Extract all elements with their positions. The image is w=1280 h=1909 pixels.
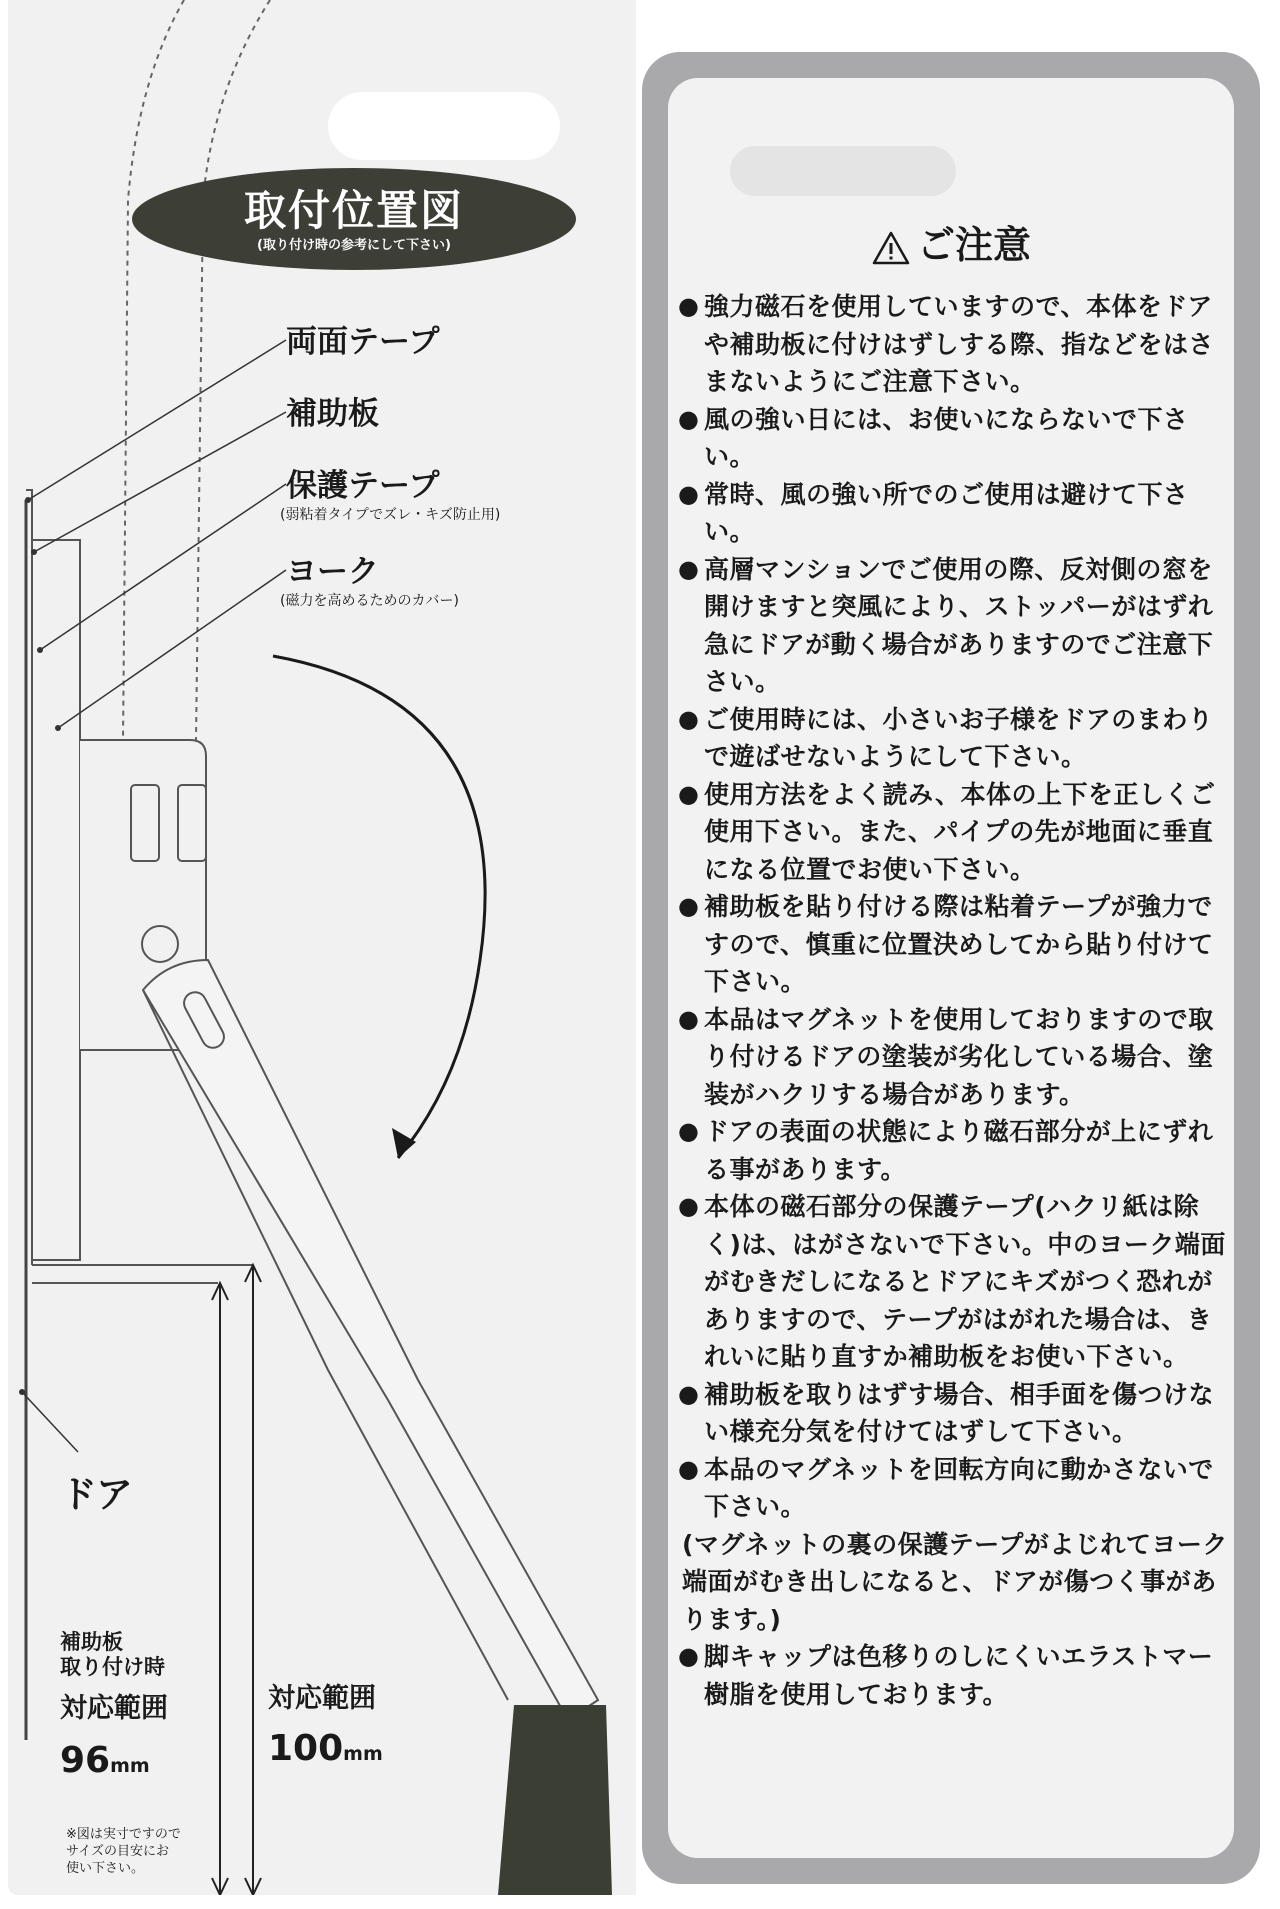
caution-item-note: (マグネットの裏の保護テープがよじれてヨーク端面がむき出しになると、ドアが傷つく事があります。): [682, 1529, 1228, 1634]
label-protect-tape-note: (弱粘着タイプでズレ・キズ防止用): [280, 507, 501, 523]
installation-diagram-panel: [8, 0, 636, 1895]
caution-item: ● 使用方法をよく読み、本体の上下を正しくご使用下さい。また、パイプの先が地面に垂直になる位置でお使い下さい。: [678, 779, 1216, 884]
leader-door: [22, 1392, 78, 1452]
hang-hole-left: [328, 92, 560, 160]
label-yoke: ヨーク: [286, 554, 379, 590]
caution-item: ● 強力磁石を使用していますので、本体をドアや補助板に付けはずしする際、指などをはさまないようにご注意下さい。: [678, 292, 1215, 396]
caution-title: ご注意: [668, 214, 1234, 269]
range-label: 対応範囲: [268, 1683, 376, 1714]
leader-yoke: [58, 570, 286, 728]
caution-item: ● ドアの表面の状態により磁石部分が上にずれる事があります。: [678, 1117, 1214, 1184]
rotation-arrow: [273, 656, 485, 1158]
label-double-tape: 両面テープ: [286, 324, 440, 360]
caution-item: ● 高層マンションでご使用の際、反対側の窓を開けますと突風により、ストッパーがはずれ急にドアが動く場合がありますのでご注意下さい。: [678, 554, 1214, 696]
warning-triangle-icon: [871, 230, 911, 266]
caution-list: [678, 288, 1230, 1713]
leader-protect-tape: [40, 484, 286, 650]
caution-item: ● 風の強い日には、お使いにならないで下さい。: [678, 404, 1189, 471]
caution-item: ● 脚キャップは色移りのしにくいエラストマー樹脂を使用しております。: [678, 1642, 1214, 1709]
leader-double-tape: [28, 340, 286, 500]
range-aux-value: 96mm: [60, 1740, 150, 1781]
badge-subtitle: (取り付け時の参考にして下さい): [257, 238, 451, 253]
stopper-arm: [143, 960, 598, 1720]
badge-title: 取付位置図: [243, 186, 464, 235]
range-aux-line2: 取り付け時: [60, 1655, 165, 1679]
leader-aux-plate: [34, 412, 286, 552]
stopper-diagram: [8, 0, 636, 1895]
caution-card: [668, 78, 1234, 1858]
range-aux-line1: 補助板: [60, 1630, 123, 1654]
caution-panel: [642, 52, 1260, 1884]
leg-cap: [498, 1705, 612, 1895]
label-aux-plate: 補助板: [286, 396, 379, 432]
caution-item: ● 本体の磁石部分の保護テープ(ハクリ紙は除く)は、はがさないで下さい。中のヨーク端面がむきだしになるとドアにキズがつく恐れがありますので、テープがはがれた場合は、きれいに貼り直すか補助板をお使い下さい。: [678, 1192, 1226, 1371]
guide-line-right: [196, 0, 270, 740]
label-protect-tape: 保護テープ: [286, 468, 440, 504]
rotation-arrow-head: [392, 1128, 416, 1158]
range-aux-label: 対応範囲: [60, 1693, 168, 1724]
range-value: 100mm: [268, 1728, 383, 1769]
caution-item: ● ご使用時には、小さいお子様をドアのまわりで遊ばせないようにして下さい。: [678, 704, 1214, 771]
guide-line-left: [123, 0, 184, 740]
caution-item: ● 補助板を取りはずす場合、相手面を傷つけない様充分気を付けてはずして下さい。: [678, 1379, 1215, 1446]
caution-item: ● 本品のマグネットを回転方向に動かさないで下さい。: [678, 1454, 1214, 1521]
disclaimer: ※図は実寸ですので サイズの目安にお 使い下さい。: [66, 1827, 181, 1876]
hang-hole-right: [730, 146, 956, 196]
caution-item: ● 常時、風の強い所でのご使用は避けて下さい。: [678, 479, 1189, 546]
label-yoke-note: (磁力を高めるためのカバー): [280, 593, 459, 609]
title-badge: [132, 168, 576, 270]
caution-item: ● 本品はマグネットを使用しておりますので取り付けるドアの塗装が劣化している場合、塗装がハクリする場合があります。: [678, 1004, 1214, 1109]
caution-item: ● 補助板を貼り付ける際は粘着テープが強力ですので、慎重に位置決めしてから貼り付けて下さい。: [678, 892, 1214, 996]
label-door: ドア: [60, 1473, 133, 1516]
